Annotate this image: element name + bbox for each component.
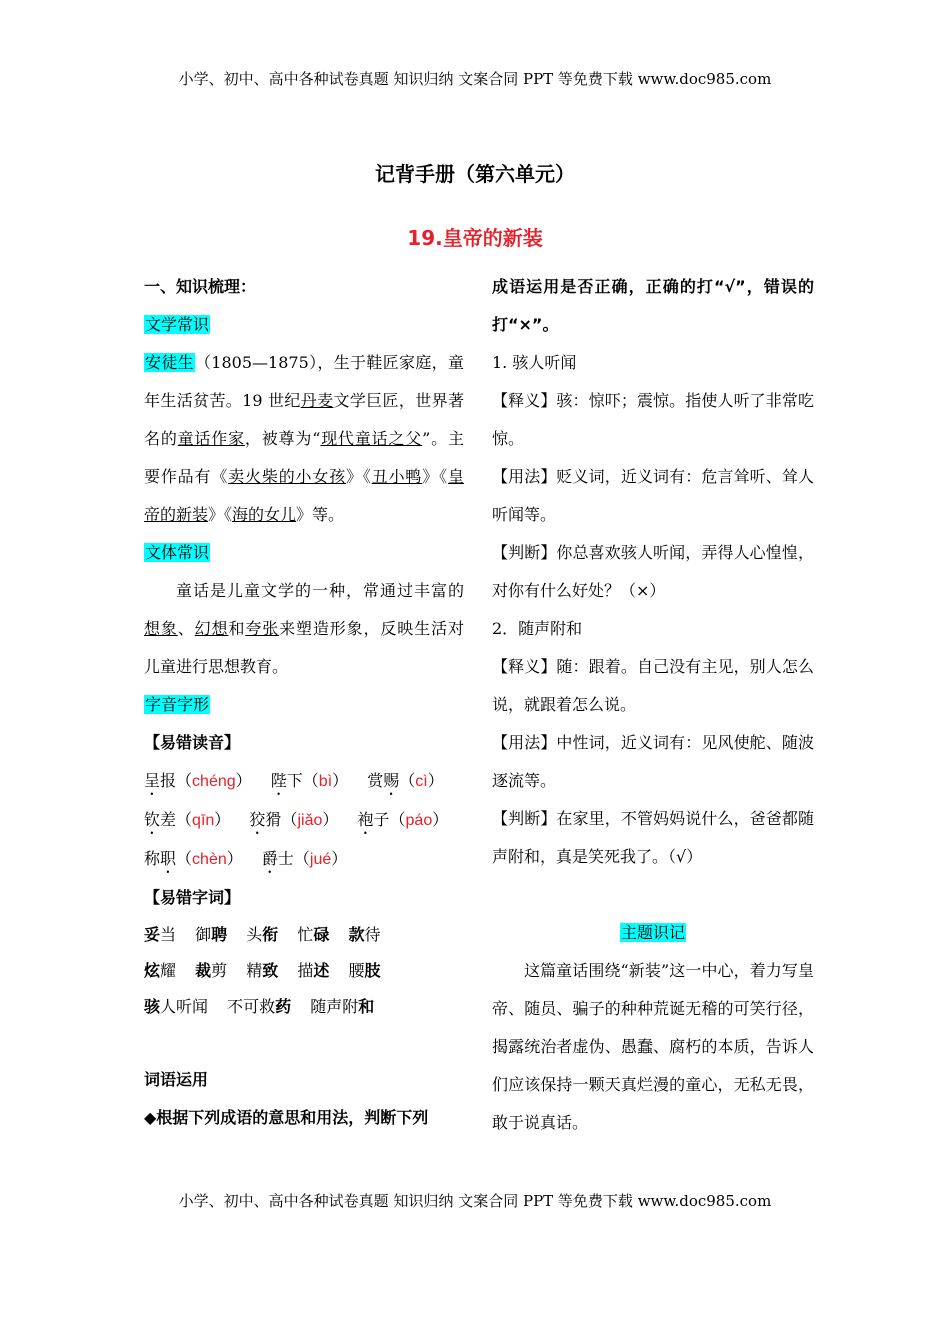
idiom-2-meaning: 【释义】随：跟着。自己没有主见，别人怎么说，就跟着怎么说。 (492, 657, 814, 714)
idiom-1-meaning: 【释义】骇：惊吓；震惊。指使人听了非常吃惊。 (492, 391, 814, 448)
author-paragraph: 安徒生（1805—1875），生于鞋匠家庭，童年生活贫苦。19 世纪丹麦文学巨匠，世界著名的童话作家，被尊为“现代童话之父”。主要作品有《卖火柴的小女孩》《丑小鸭》《皇帝的新装》《海的女儿》等。 (144, 353, 464, 524)
vocab-heading: 词语运用 (144, 1070, 209, 1089)
idiom-2-title: 2．随声附和 (492, 619, 583, 638)
author-name: 安徒生 (145, 353, 194, 372)
pron-item: 呈报（chéng） (144, 771, 252, 790)
right-column (492, 268, 814, 1142)
page-footer: 小学、初中、高中各种试卷真题 知识归纳 文案合同 PPT 等免费下载 www.doc985.com (178, 1192, 772, 1210)
typo-heading: 【易错字词】 (144, 888, 241, 907)
section-heading: 一、知识梳理： (144, 277, 257, 296)
left-column (144, 268, 464, 1137)
pron-item: 爵士（jué） (261, 849, 348, 868)
idiom-1-judgement: 【判断】你总喜欢骇人听闻，弄得人心惶惶，对你有什么好处？（×） (492, 543, 814, 600)
idiom-1-title: 1. 骇人听闻 (492, 353, 577, 372)
pron-item: 狡猾（jiǎo） (249, 810, 339, 829)
genre-paragraph: 童话是儿童文学的一种，常通过丰富的想象、幻想和夸张来塑造形象，反映生活对儿童进行思想教育。 (144, 581, 464, 676)
theme-paragraph: 这篇童话围绕“新装”这一中心，着力写皇帝、随员、骗子的种种荒诞无稽的可笑行径，揭露统治者虚伪、愚蠢、腐朽的本质，告诉人们应该保持一颗天真烂漫的童心，无私无畏，敢于说真话。 (492, 961, 814, 1132)
idiom-1-usage: 【用法】贬义词，近义词有：危言耸听、耸人听闻等。 (492, 467, 814, 524)
pron-item: 称职（chèn） (144, 849, 243, 868)
task-instruction: ◆根据下列成语的意思和用法，判断下列 (144, 1108, 429, 1127)
idiom-2-judgement: 【判断】在家里，不管妈妈说什么，爸爸都随声附和，真是笑死我了。（√） (492, 809, 814, 866)
pronunciation-list (144, 762, 464, 879)
idiom-2-usage: 【用法】中性词，近义词有：见风使舵、随波逐流等。 (492, 733, 814, 790)
page-header: 小学、初中、高中各种试卷真题 知识归纳 文案合同 PPT 等免费下载 www.doc985.com (178, 70, 772, 88)
character-label: 字音字形 (145, 695, 210, 714)
pron-item: 钦差（qīn） (144, 810, 231, 829)
literature-label: 文学常识 (145, 315, 210, 334)
pronunciation-heading: 【易错读音】 (144, 733, 241, 752)
task-instruction-cont: 成语运用是否正确，正确的打“√”，错误的打“×”。 (492, 277, 814, 334)
typo-words: 妥当 御聘 头衔 忙碌 款待 炫耀 裁剪 精致 描述 腰肢 骇人听闻 不可救药 随声附和 (144, 925, 381, 1016)
theme-label: 主题识记 (620, 923, 685, 942)
lesson-title: 19.皇帝的新装 (407, 226, 543, 250)
pron-item: 赏赐（cì） (367, 771, 444, 790)
genre-label: 文体常识 (145, 543, 210, 562)
pron-item: 陛下（bì） (270, 771, 349, 790)
pron-item: 袍子（páo） (357, 810, 449, 829)
page-title: 记背手册（第六单元） (375, 162, 575, 186)
